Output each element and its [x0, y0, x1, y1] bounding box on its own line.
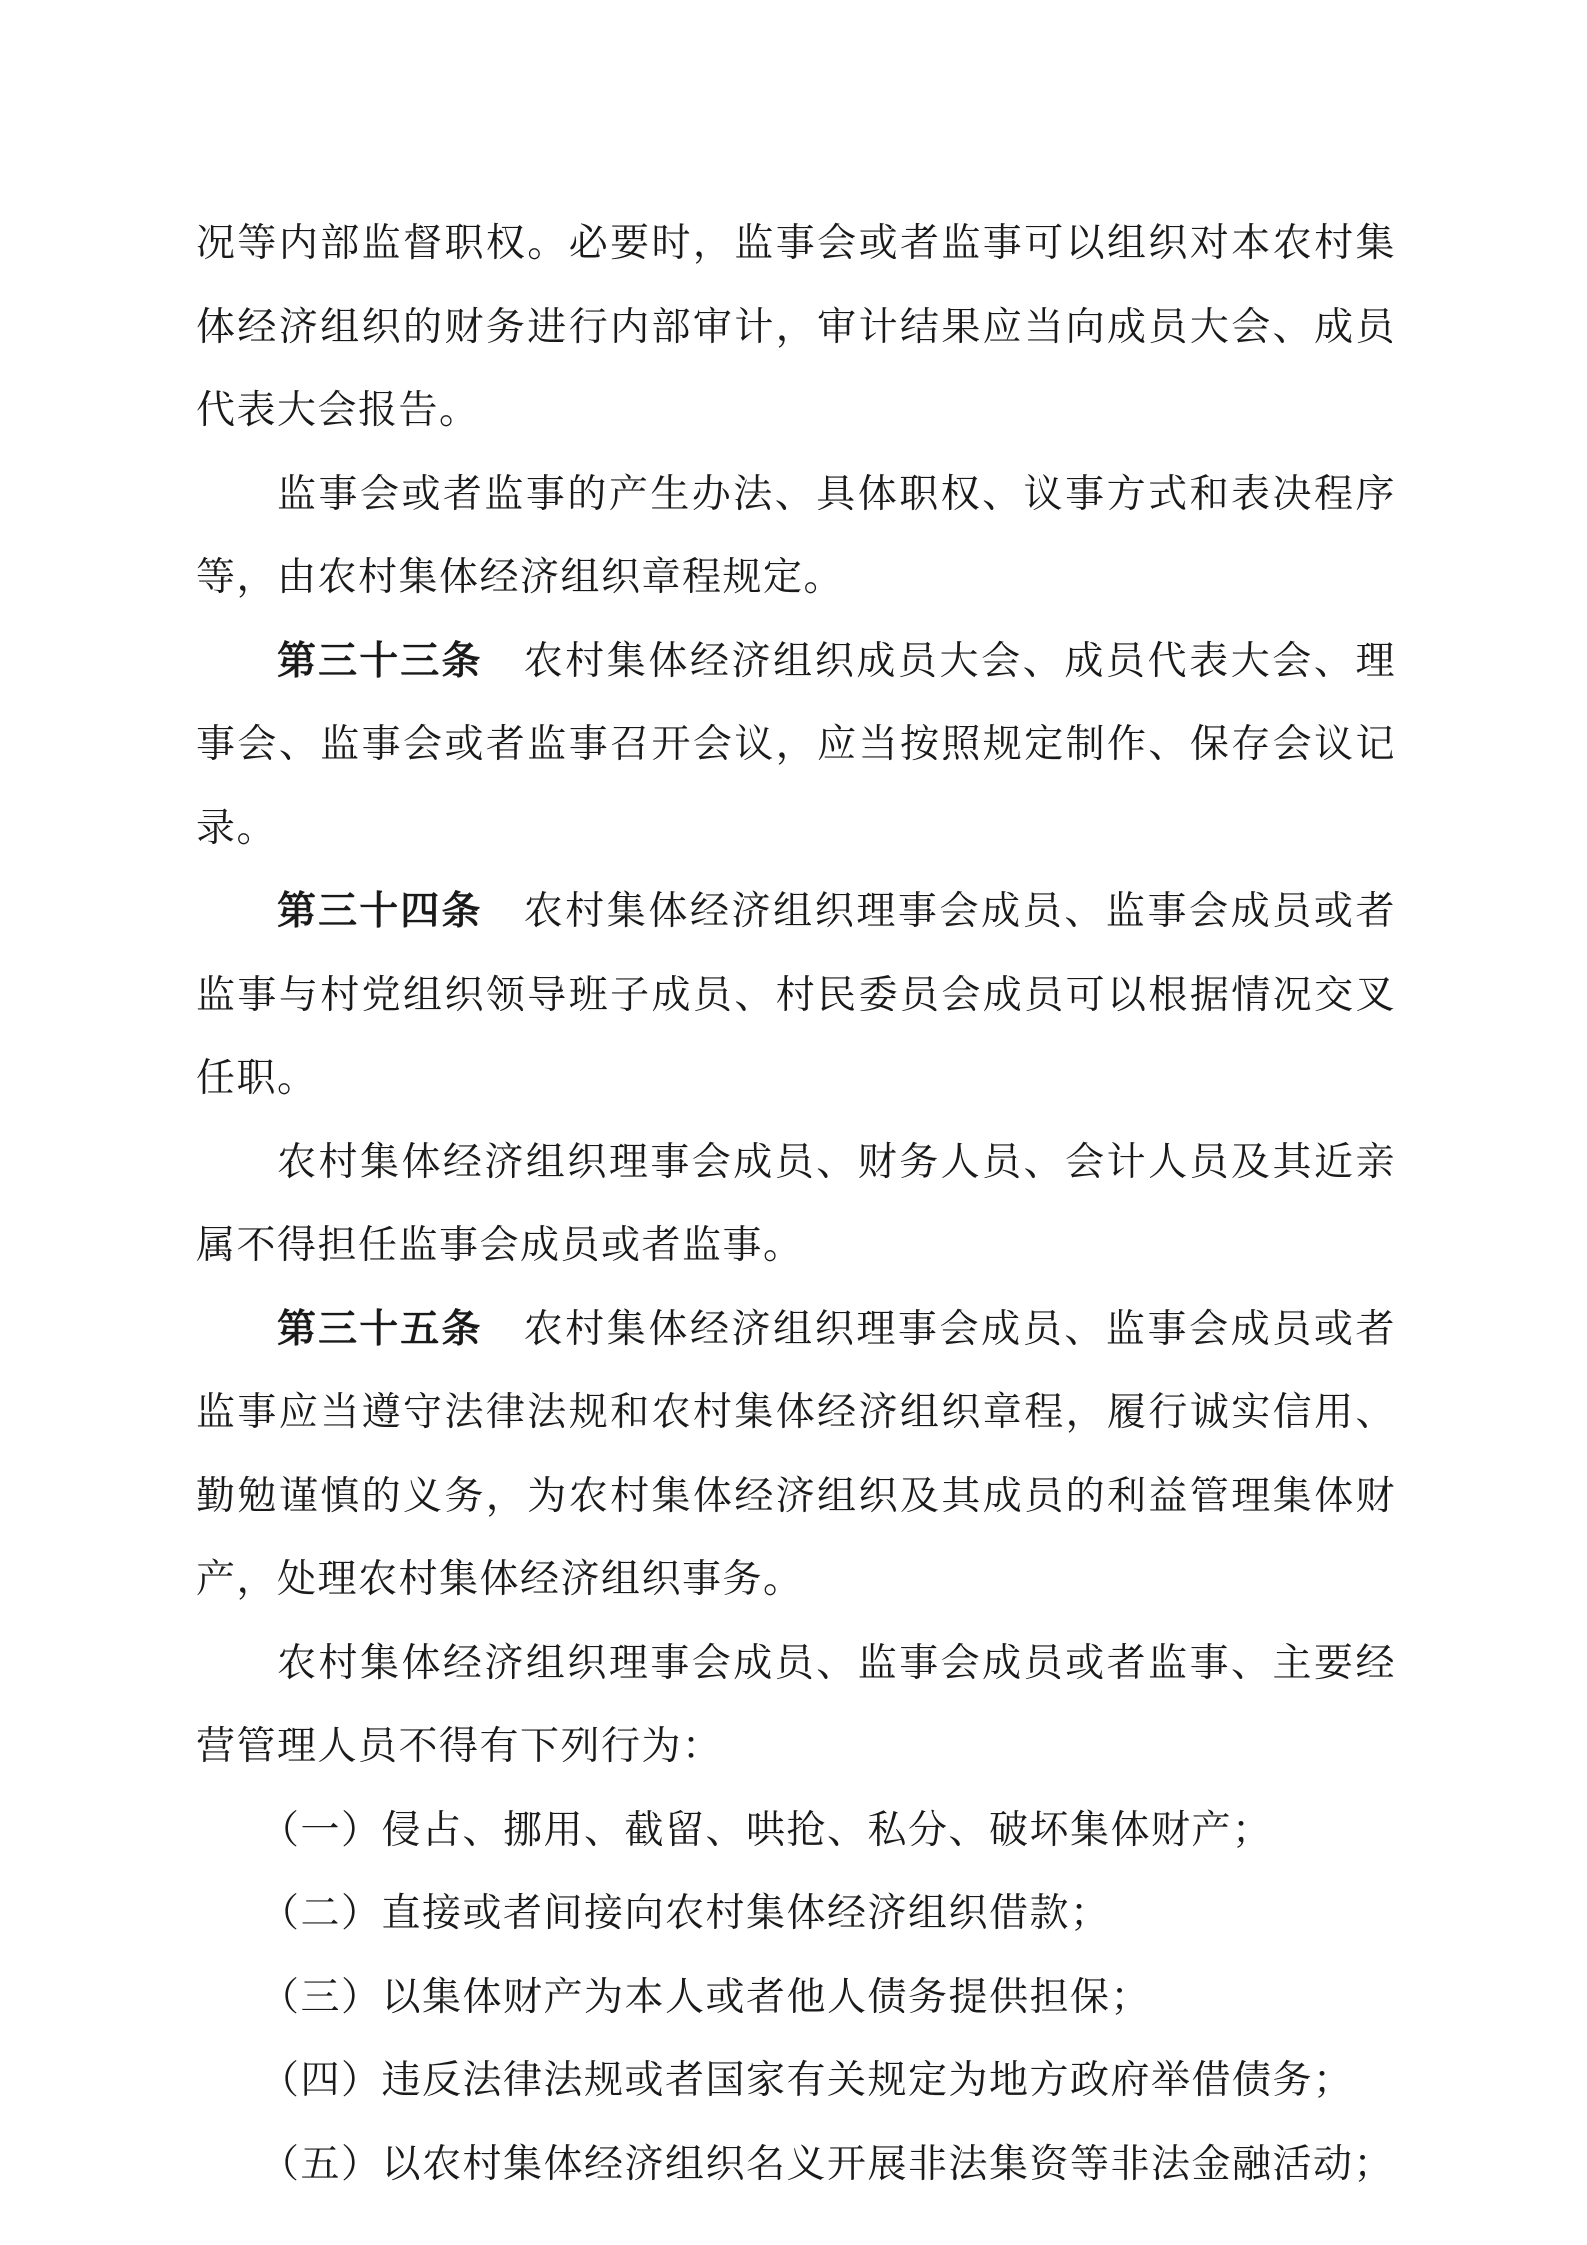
paragraph-relatives-restriction: 农村集体经济组织理事会成员、财务人员、会计人员及其近亲属不得担任监事会成员或者监事。	[196, 1139, 1396, 1268]
paragraph-continuation: 况等内部监督职权。必要时，监事会或者监事可以组织对本农村集体经济组织的财务进行内部审计，审计结果应当向成员大会、成员代表大会报告。	[196, 221, 1396, 433]
list-item: （五）以农村集体经济组织名义开展非法集资等非法金融活动；	[260, 2141, 1395, 2187]
list-item: （二）直接或者间接向农村集体经济组织借款；	[260, 1891, 1111, 1936]
article-35	[196, 1288, 1396, 1622]
document-page	[196, 202, 1396, 2206]
article-number: 第三十四条	[277, 889, 483, 934]
article-33	[196, 620, 1396, 871]
article-text: 农村集体经济组织成员大会、成员代表大会、理事会、监事会或者监事召开会议，应当按照规定制作、保存会议记录。	[196, 638, 1396, 851]
article-34	[196, 870, 1396, 1121]
paragraph-prohibited-acts-intro: 农村集体经济组织理事会成员、监事会成员或者监事、主要经营管理人员不得有下列行为：	[196, 1640, 1396, 1769]
article-text: 农村集体经济组织理事会成员、监事会成员或者监事应当遵守法律法规和农村集体经济组织章程，履行诚实信用、勤勉谨慎的义务，为农村集体经济组织及其成员的利益管理集体财产，处理农村集体经济组织事务。	[196, 1306, 1396, 1602]
list-item: （三）以集体财产为本人或者他人债务提供担保；	[260, 1974, 1152, 2020]
list-item: （一）侵占、挪用、截留、哄抢、私分、破坏集体财产；	[260, 1807, 1273, 1853]
list-item: （四）违反法律法规或者国家有关规定为地方政府举借债务；	[260, 2058, 1354, 2103]
article-number: 第三十五条	[277, 1306, 483, 1352]
paragraph-supervisor-rules: 监事会或者监事的产生办法、具体职权、议事方式和表决程序等，由农村集体经济组织章程规定。	[196, 471, 1396, 600]
article-number: 第三十三条	[277, 638, 483, 684]
article-text: 农村集体经济组织理事会成员、监事会成员或者监事与村党组织领导班子成员、村民委员会成员可以根据情况交叉任职。	[196, 889, 1396, 1101]
